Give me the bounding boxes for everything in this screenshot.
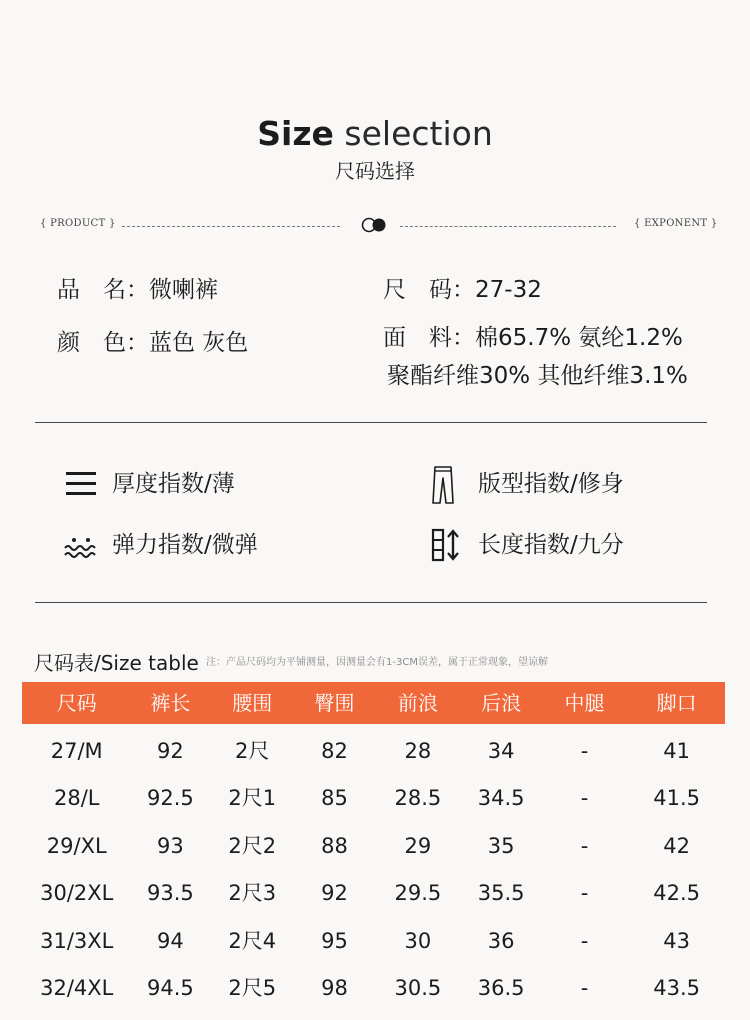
table-cell: 31/3XL — [40, 928, 114, 953]
table-cell: - — [580, 833, 589, 858]
table-cell: - — [580, 975, 589, 1000]
fit-index: 版型指数/修身 — [478, 471, 624, 497]
table-cell: 92 — [157, 739, 184, 763]
divider-right — [400, 226, 616, 227]
stretch-wave-icon — [62, 530, 100, 564]
table-row — [22, 823, 725, 870]
table-cell: 34 — [487, 739, 515, 763]
table-row — [22, 918, 725, 965]
divider-left — [122, 226, 340, 227]
table-cell: 28.5 — [394, 786, 442, 811]
title-light: selection — [344, 114, 493, 153]
column-header: 中腿 — [564, 691, 605, 715]
three-lines-icon — [64, 467, 98, 501]
column-header: 腰围 — [232, 691, 273, 715]
table-cell: 93.5 — [147, 881, 194, 906]
table-cell: 42 — [663, 833, 691, 858]
column-header: 裤长 — [150, 691, 191, 715]
table-cell: 29 — [404, 833, 432, 858]
table-cell: 88 — [321, 833, 348, 858]
table-cell: 30/2XL — [40, 881, 114, 906]
table-cell: 98 — [321, 975, 348, 1000]
table-cell: 92 — [321, 881, 348, 906]
table-cell: - — [580, 786, 589, 811]
table-cell: 41.5 — [653, 786, 701, 811]
size-table-header — [22, 682, 725, 724]
table-cell: 92.5 — [147, 786, 194, 811]
product-color-label: 颜 色： — [57, 330, 149, 356]
table-cell: 30.5 — [394, 975, 442, 1000]
product-size-label: 尺 码： — [383, 277, 475, 303]
table-cell: 43 — [663, 928, 691, 953]
length-index: 长度指数/九分 — [478, 532, 624, 558]
table-cell: - — [580, 881, 589, 906]
table-cell: 95 — [321, 928, 348, 953]
table-cell: 34.5 — [477, 786, 525, 811]
product-color-row — [57, 327, 248, 359]
table-cell: 30 — [404, 928, 432, 953]
table-row — [22, 965, 725, 1012]
table-cell: 35.5 — [477, 881, 525, 906]
table-cell: 42.5 — [653, 881, 701, 906]
table-row — [22, 870, 725, 917]
table-cell: 82 — [321, 739, 348, 763]
column-header: 前浪 — [397, 691, 438, 715]
table-cell: 32/4XL — [40, 975, 114, 1000]
product-size-row — [383, 274, 542, 306]
product-fabric-line2: 聚酯纤维30% 其他纤维3.1% — [387, 363, 688, 389]
table-cell: 2尺3 — [228, 881, 277, 906]
product-name-value: 微喇裤 — [149, 277, 218, 303]
table-cell: 2尺4 — [228, 928, 277, 953]
table-cell: 41 — [663, 739, 691, 763]
column-header: 后浪 — [481, 691, 522, 715]
trousers-icon — [426, 464, 460, 506]
table-cell: - — [580, 739, 589, 763]
table-cell: 94 — [157, 928, 184, 953]
tag-exponent: { EXPONENT } — [634, 218, 718, 229]
product-fabric-line1: 棉65.7% 氨纶1.2% — [475, 325, 683, 351]
table-cell: 93 — [157, 833, 184, 858]
title-bold: Size — [257, 114, 334, 153]
page-subtitle: 尺码选择 — [335, 159, 415, 183]
product-size-value: 27-32 — [475, 277, 542, 303]
page-title — [0, 112, 750, 156]
table-cell: 2尺 — [235, 739, 270, 763]
thickness-index: 厚度指数/薄 — [112, 471, 235, 497]
section-divider — [35, 422, 707, 423]
product-color-value: 蓝色 灰色 — [149, 330, 249, 356]
table-cell: 28 — [404, 739, 432, 763]
product-fabric-label: 面 料： — [383, 325, 475, 351]
length-arrows-icon — [430, 526, 464, 564]
table-cell: 29.5 — [394, 881, 442, 906]
product-fabric-row — [383, 322, 683, 354]
table-cell: 29/XL — [46, 833, 107, 858]
table-cell: 2尺5 — [228, 975, 277, 1000]
table-cell: 28/L — [53, 786, 100, 811]
section-divider-2 — [35, 602, 707, 603]
column-header: 尺码 — [56, 691, 97, 715]
table-row — [22, 775, 725, 822]
tag-product: { PRODUCT } — [40, 218, 116, 229]
product-name-row — [57, 274, 218, 306]
size-table-title: 尺码表/Size table — [34, 651, 199, 675]
size-table-note: 注：产品尺码均为平铺测量，因测量会有1-3CM误差，属于正常现象，望谅解 — [206, 657, 548, 668]
product-name-label: 品 名： — [57, 277, 149, 303]
table-row — [22, 728, 725, 775]
elasticity-index: 弹力指数/微弹 — [112, 532, 258, 558]
table-cell: - — [580, 928, 589, 953]
table-cell: 43.5 — [653, 975, 701, 1000]
size-table-body — [22, 728, 725, 1012]
column-header: 脚口 — [656, 691, 697, 715]
table-cell: 85 — [321, 786, 348, 811]
table-cell: 2尺2 — [228, 833, 277, 858]
table-cell: 35 — [487, 833, 515, 858]
table-cell: 36 — [487, 928, 515, 953]
column-header: 臀围 — [314, 691, 355, 715]
table-cell: 2尺1 — [228, 786, 277, 811]
toggle-dots-icon — [360, 217, 390, 233]
table-cell: 36.5 — [477, 975, 525, 1000]
table-cell: 27/M — [50, 739, 103, 763]
table-cell: 94.5 — [147, 975, 194, 1000]
